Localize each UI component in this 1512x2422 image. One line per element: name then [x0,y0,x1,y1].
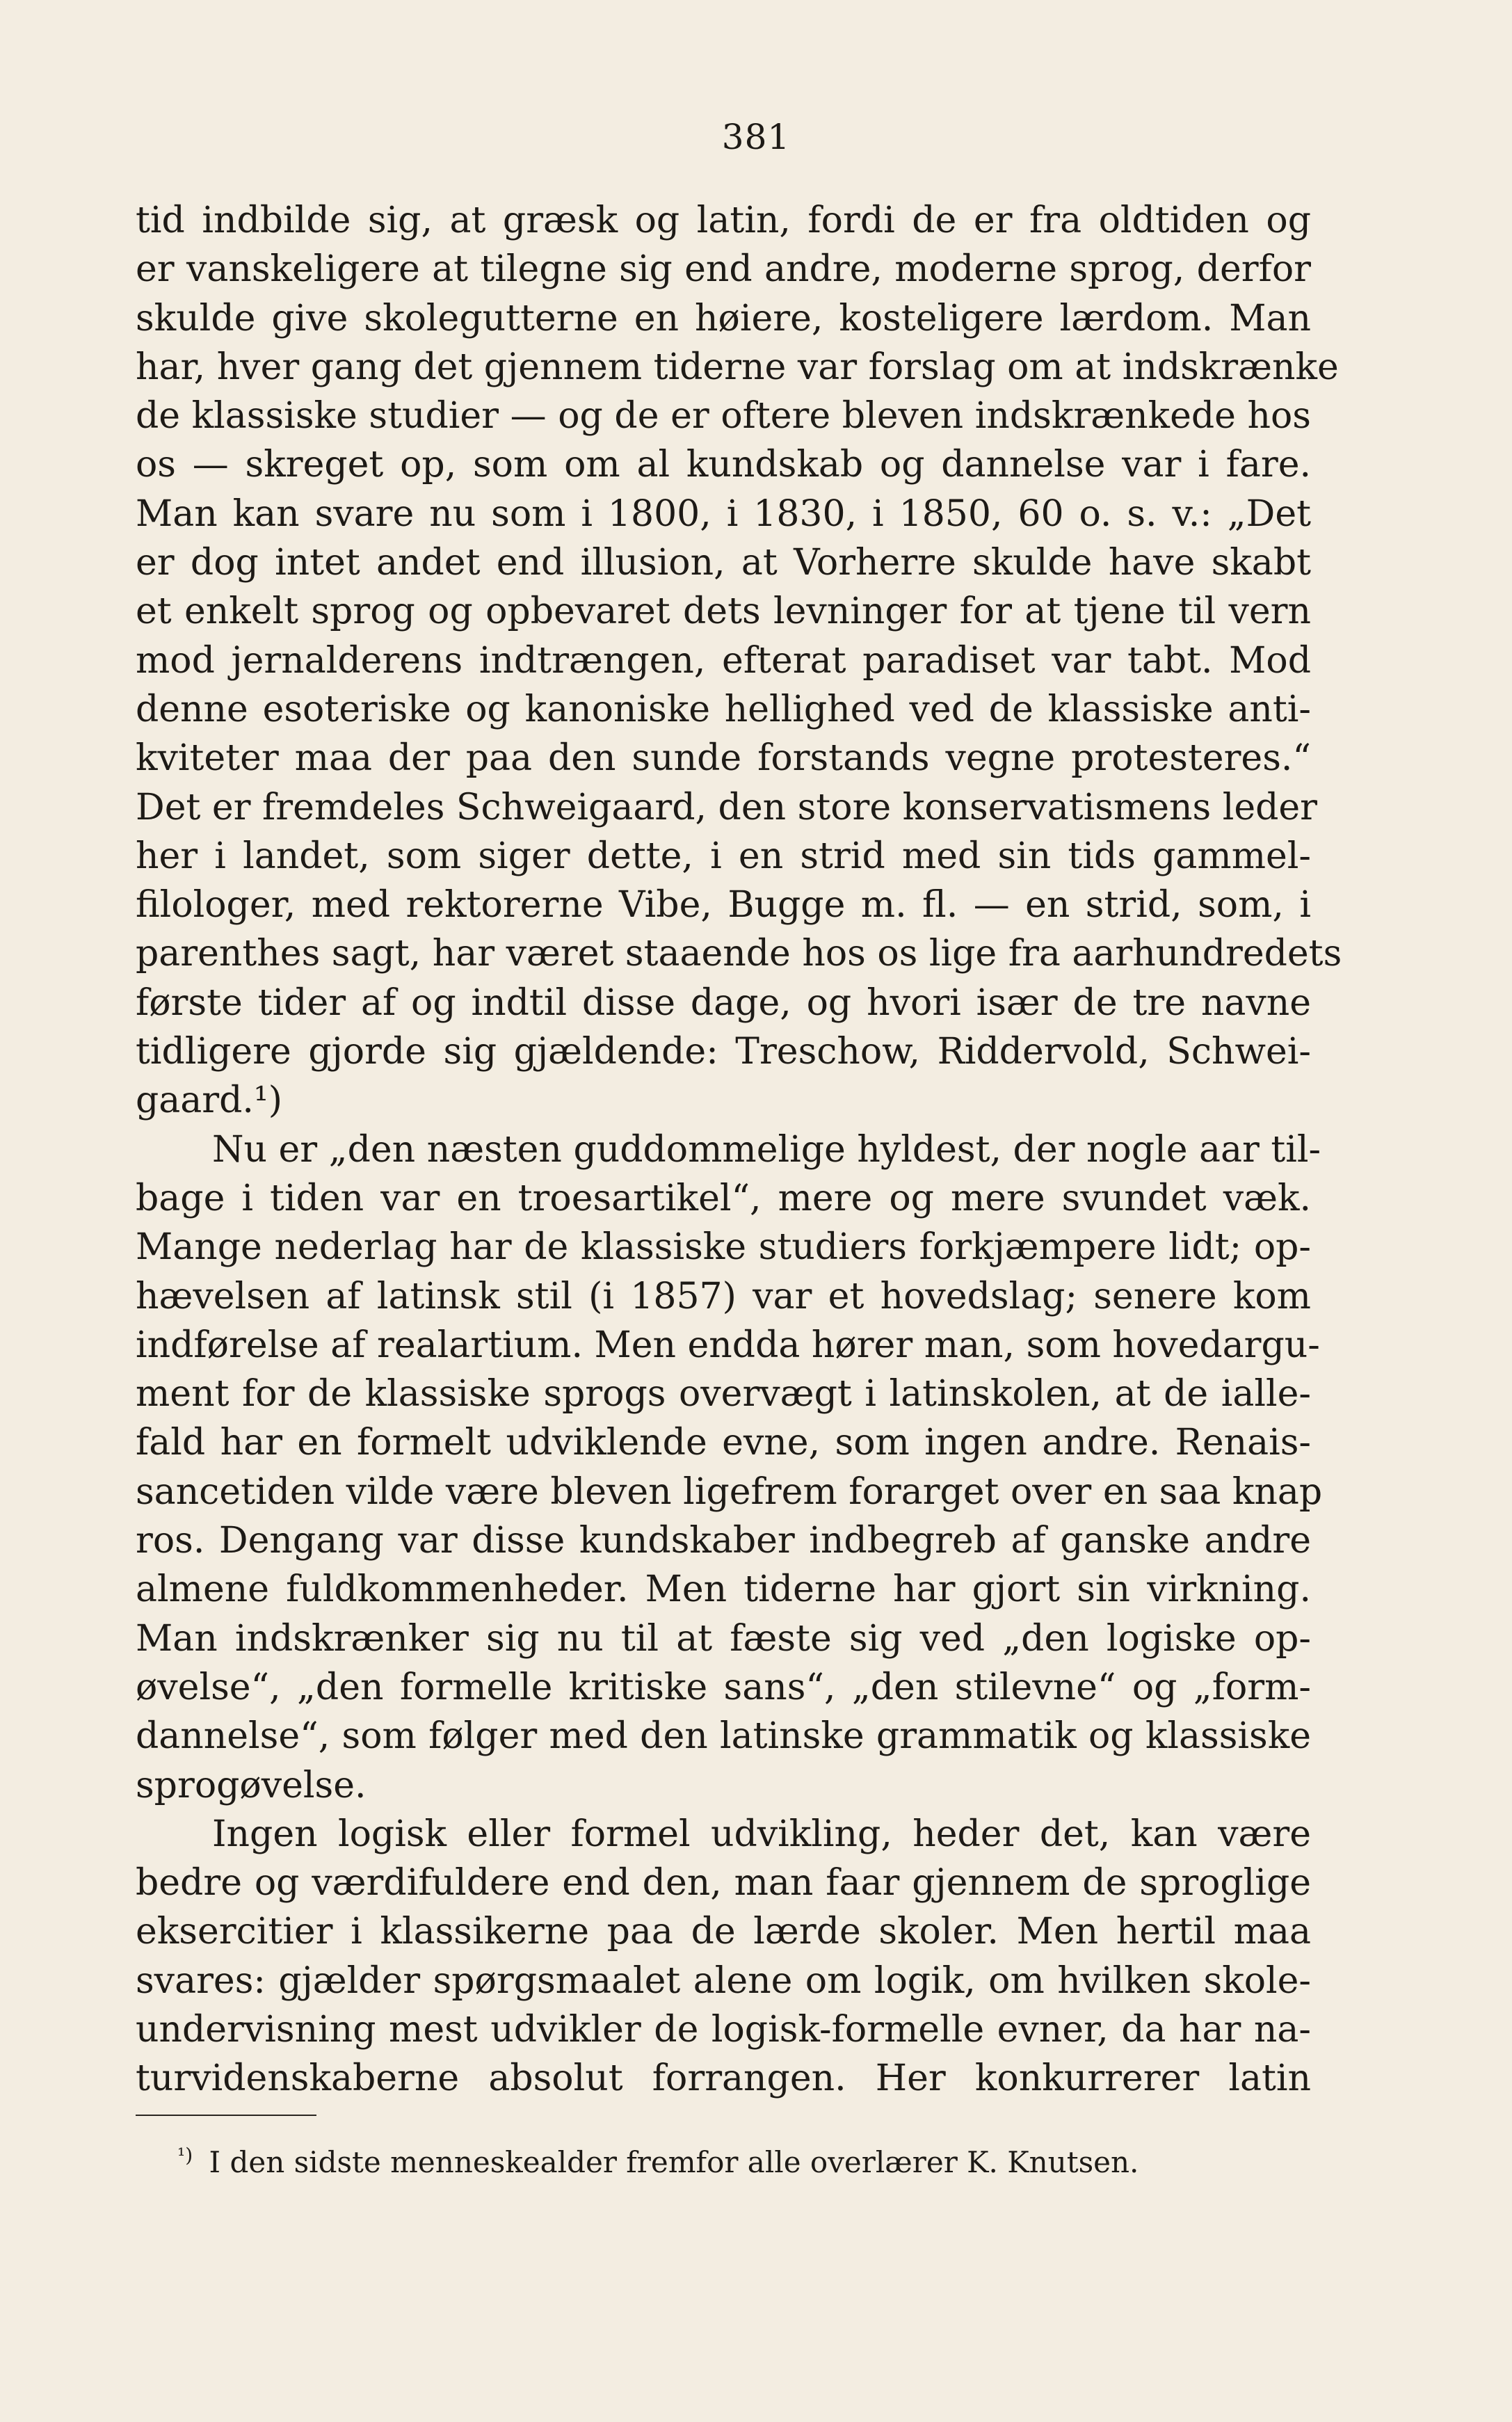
text-line: dannelse“, som følger med den latinske grammatik og klassiske [136,1715,1311,1758]
text-line: skulde give skolegutterne en høiere, kosteligere lærdom. Man [136,297,1311,339]
text-line: filologer, med rektorerne Vibe, Bugge m. fl. — en strid, som, i [136,884,1311,927]
page-number: 381 [721,117,791,157]
text-line: sancetiden vilde være bleven ligefrem forarget over en saa knap [136,1470,1323,1513]
text-line: tidligere gjorde sig gjældende: Treschow, Riddervold, Schwei- [136,1031,1311,1073]
text-line: øvelse“, „den formelle kritiske sans“, „den stilevne“ og „form- [136,1666,1311,1708]
text-line: gaard.¹) [136,1080,283,1122]
footnote-text: I den sidste menneskealder fremfor alle overlærer K. Knutsen. [209,2145,1139,2179]
text-line: er vanskeligere at tilegne sig end andre, moderne sprog, derfor [136,248,1311,291]
text-line: Det er fremdeles Schweigaard, den store konservatismens leder [136,786,1318,828]
text-line: indførelse af realartium. Men endda hører man, som hovedargu- [136,1324,1320,1366]
text-line: sprogøvelse. [136,1764,367,1806]
text-line: et enkelt sprog og opbevaret dets levninger for at tjene til vern [136,591,1311,633]
text-line: Mange nederlag har de klassiske studiers forkjæmpere lidt; op- [136,1226,1311,1269]
text-line: denne esoteriske og kanoniske hellighed ved de klassiske anti- [136,688,1311,730]
text-line: os — skreget op, som om al kundskab og dannelse var i fare. [136,444,1311,486]
text-line: undervisning mest udvikler de logisk-formelle evner, da har na- [136,2008,1311,2051]
text-line: almene fuldkommenheder. Men tiderne har gjort sin virkning. [136,1569,1311,1611]
text-line: her i landet, som siger dette, i en strid med sin tids gammel- [136,835,1311,877]
text-line: parenthes sagt, har været staaende hos os lige fra aarhundredets [136,933,1342,975]
text-line: har, hver gang det gjennem tiderne var forslag om at indskrænke [136,346,1339,388]
text-line: kviteter maa der paa den sunde forstands vegne protesteres.“ [136,737,1311,780]
text-line: de klassiske studier — og de er oftere bleven indskrænkede hos [136,395,1311,438]
text-line: bedre og værdifuldere end den, man faar gjennem de sproglige [136,1862,1311,1904]
text-line: ros. Dengang var disse kundskaber indbegreb af ganske andre [136,1520,1311,1562]
text-line: tid indbilde sig, at græsk og latin, fordi de er fra oldtiden og [136,200,1311,241]
text-line: er dog intet andet end illusion, at Vorherre skulde have skabt [136,542,1311,584]
text-line: ment for de klassiske sprogs overvægt i latinskolen, at de ialle- [136,1373,1311,1415]
text-line: Nu er „den næsten guddommelige hyldest, der nogle aar til- [212,1128,1321,1171]
text-line: turvidenskaberne absolut forrangen. Her konkurrerer latin [136,2058,1311,2100]
footnote-divider [136,2115,316,2116]
footnote-mark: ¹) [177,2144,193,2167]
text-line: svares: gjælder spørgsmaalet alene om logik, om hvilken skole- [136,1959,1311,2002]
footnote [177,2137,1139,2181]
text-line: bage i tiden var en troesartikel“, mere og mere svundet væk. [136,1177,1311,1219]
text-line: Man indskrænker sig nu til at fæste sig ved „den logiske op- [136,1617,1311,1660]
text-line: første tider af og indtil disse dage, og hvori især de tre navne [136,981,1311,1024]
text-line: mod jernalderens indtrængen, efterat paradiset var tabt. Mod [136,639,1311,682]
text-line: Ingen logisk eller formel udvikling, heder det, kan være [212,1813,1311,1855]
text-line: eksercitier i klassikerne paa de lærde skoler. Men hertil maa [136,1911,1311,1953]
text-line: Man kan svare nu som i 1800, i 1830, i 1850, 60 o. s. v.: „Det [136,492,1311,535]
body-text [136,196,1342,2103]
text-line: hævelsen af latinsk stil (i 1857) var et hovedslag; senere kom [136,1275,1311,1317]
text-line: fald har en formelt udviklende evne, som ingen andre. Renais- [136,1422,1311,1464]
